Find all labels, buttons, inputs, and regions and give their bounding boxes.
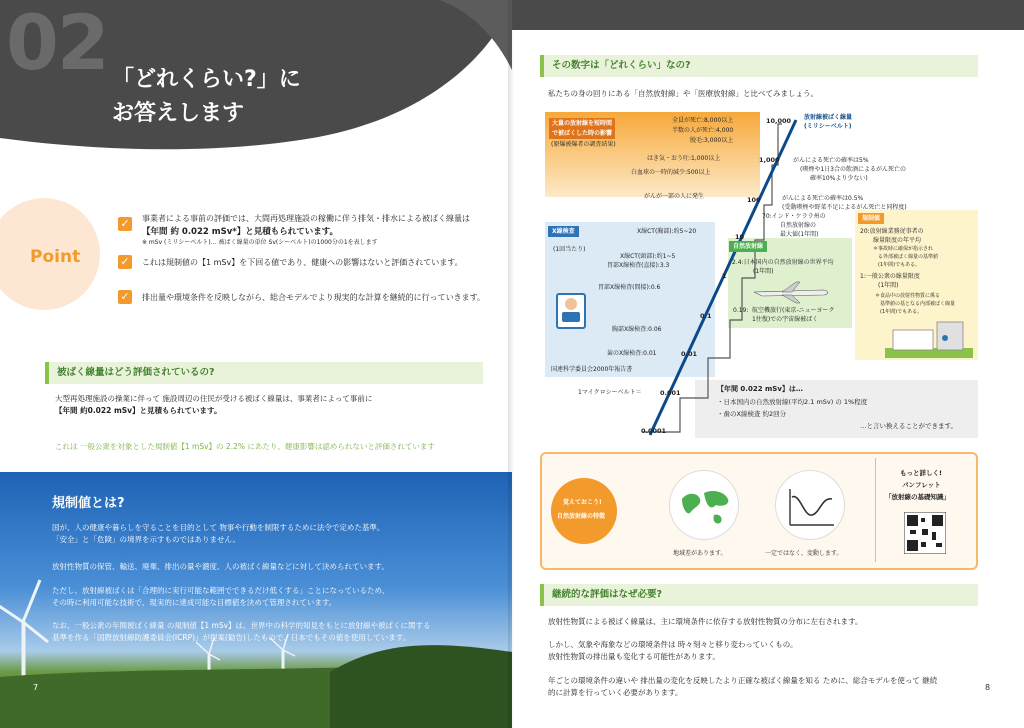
- more-line2: パンフレット: [902, 481, 941, 489]
- s2-p2b: 放射性物質の排出量も変化する可能性があります。: [548, 652, 720, 661]
- features-circle: [551, 478, 617, 544]
- regulation-p3b: その時に利用可能な技術で、現実的に達成可能な目標値を決めて管理されています。: [52, 598, 337, 607]
- flight-2: 航空機旅行(東京-ニューヨーク: [752, 307, 835, 314]
- cancer-1000-b: (喫煙や1日3合の飲酒によるがん死亡の: [800, 166, 906, 173]
- s2-p2a: しかし、気象や海象などの環境条件は 時々刻々と移り変わっていくもの。: [548, 640, 798, 649]
- point-1-line1: 事業者による事前の評価では、大間再処理施設の稼働に伴う排気・排水による被ばく線量は: [142, 214, 470, 223]
- acute-item: はき気・おう吐:1,000以上: [647, 155, 721, 162]
- airplane-icon: [752, 278, 832, 304]
- section1-body-line2: 【年間 約0.022 mSv】と見積もられています。: [55, 406, 222, 415]
- tick-10000: 10,000: [766, 117, 792, 125]
- features-circle-line1: 覚えておこう!: [563, 499, 602, 506]
- page-title-line1: 「どれくらい?」に: [112, 67, 301, 92]
- s2-p3b: 的に計算を行っていく必要があります。: [548, 688, 683, 697]
- features-circle-line2: 自然放射線の特徴: [557, 513, 606, 520]
- reg-20-b: 線量限度の年平均: [873, 237, 922, 244]
- regulation-p4a: なお、一般公衆の年間被ばく線量 の規制値【1 mSv】は、世界中の科学的知見をもとに放射線や被ばくに関する: [52, 621, 431, 630]
- xray-source: 国連科学委員会2000年報告書: [551, 366, 633, 373]
- cancer-100-b: (受動喫煙や野菜不足によるがん死亡と同程度): [782, 204, 907, 211]
- reg-title: 規制値: [858, 213, 884, 224]
- natural-1: 2.4:日本国内の自然放射線の世界平均: [732, 259, 834, 266]
- reg-1-d: 基準値の基となる内部被ばく線量: [880, 301, 956, 307]
- page-gutter: [508, 0, 514, 728]
- tick-0.1: 0.1: [700, 312, 712, 320]
- regulation-p3a: ただし、放射線被ばくは「合理的に実行可能な範囲でできるだけ低くする」ことになっているため、: [52, 586, 390, 595]
- scale-unit: (ミリシーベルト): [804, 123, 852, 130]
- regulation-title: 規制値とは?: [52, 496, 125, 511]
- compare-1: ・日本国内の自然放射線(平均2.1 mSv) の 1%程度: [717, 398, 868, 406]
- reg-1-b: (1年間): [878, 282, 899, 289]
- point-label: Point: [30, 247, 81, 267]
- page-title-line2: お答えします: [112, 101, 245, 126]
- natural-1b: (1年間): [753, 268, 774, 275]
- point-3: 排出量や環境条件を反映しながら、総合モデルでより現実的な計算を継続的に行っていきます。: [142, 293, 485, 302]
- acute-item: 白血球の一時的減少:500以上: [631, 169, 711, 176]
- section-heading: 被ばく線量はどう評価されているの?: [45, 362, 483, 384]
- regulation-p1b: 「安全」と「危険」の境界を示すものではありません。: [52, 535, 240, 544]
- tick-1000: 1,000: [759, 156, 780, 164]
- s2-p3a: 年ごとの環境条件の違いや 排出量の変化を反映したより正確な被ばく線量を知る ために、総合モデルを使って 継続: [548, 676, 938, 685]
- top-bar: [512, 0, 1024, 30]
- acute-note: (原爆被爆者の調査結果): [551, 141, 616, 148]
- qr-code-icon[interactable]: [904, 512, 946, 554]
- compare-2: ・歯のX線検査 約2回分: [717, 410, 787, 418]
- more-line3: 「放射線の基礎知識」: [885, 493, 950, 501]
- point-1-note: ※ mSv (ミリシーベルト)… 被ばく線量の単位 Sv(シーベルト)の1000分の1を表します: [142, 239, 378, 246]
- reg-20-d: る外部被ばく線量の基準値: [878, 254, 939, 260]
- reg-20-a: 20:放射線業務従事者の: [860, 228, 924, 235]
- tick-0.001: 0.001: [660, 389, 681, 397]
- xray-per: (1回当たり): [553, 246, 586, 253]
- xray-item: 胃部X線検査(直接):3.3: [607, 262, 670, 269]
- point-1-line2: 【年間 約 0.022 mSv*】と見積もられています。: [142, 227, 339, 237]
- wave-graph-icon: [775, 470, 845, 540]
- kerala-2: 自然放射線の: [780, 222, 817, 229]
- compare-title: 【年間 0.022 mSv】は…: [717, 385, 803, 393]
- facility-icon: [885, 318, 973, 358]
- xray-patient-icon: [556, 293, 586, 329]
- xray-item: X線CT(頭部):約1~5: [620, 253, 676, 260]
- reg-1-e: (1年間)でもある。: [880, 309, 923, 315]
- reg-20-c: ＊事故時に確保が指示され: [873, 246, 934, 252]
- section-heading: その数字は「どれくらい」なの?: [540, 55, 978, 77]
- xray-item: X線CT(胸部):約5~20: [637, 228, 697, 235]
- section-heading: 継続的な評価はなぜ必要?: [540, 584, 978, 606]
- checkbox-icon: ✓: [118, 255, 132, 269]
- acute-title-line1: 大量の放射線を短時間: [549, 118, 615, 129]
- acute-title-line2: で被ばくした時の影響: [549, 128, 615, 139]
- tick-100: 100: [747, 196, 761, 204]
- kerala-3: 最大値(1年間): [780, 231, 819, 238]
- scale-title: 放射線被ばく線量: [804, 114, 853, 121]
- compare-3: …と言い換えることができます。: [860, 422, 957, 430]
- regulation-p2: 放射性物質の保管、輸送、廃棄、排出の量や濃度、人の被ばく線量などに対して決められています。: [52, 562, 389, 571]
- flight-3: 1往復)での宇宙線被ばく: [752, 316, 819, 323]
- section1-body-line1: 大型再処理施設の操業に伴って 施設周辺の住民が受ける被ばく線量は、事業者によって事前に: [55, 394, 373, 403]
- section1-highlight: これは 一般公衆を対象とした規制値【1 mSv】の 2.2% にあたり、健康影響は認められないと評価されています: [55, 442, 435, 451]
- world-map-icon: [669, 470, 739, 540]
- section-number: 02: [6, 0, 108, 87]
- more-line1: もっと詳しく!: [900, 469, 942, 477]
- tick-0.0001: 0.0001: [641, 427, 667, 435]
- page-number-left: 7: [33, 683, 39, 692]
- xray-item: 歯のX線検査:0.01: [607, 350, 657, 357]
- kerala-1: 70:インド・ケララ州の: [762, 213, 826, 220]
- xray-item: 胸部X線検査:0.06: [612, 326, 662, 333]
- cancer-1000-c: 確率10%より少ない): [810, 175, 868, 182]
- map-caption: 地域差があります。: [673, 550, 727, 557]
- page-number-right: 8: [985, 683, 991, 692]
- xray-item: 胃部X線検査(間接):0.6: [598, 284, 661, 291]
- tick-1: 1: [722, 272, 727, 280]
- checkbox-icon: ✓: [118, 217, 132, 231]
- microsievert-label: 1マイクロシーベルト＝: [578, 389, 642, 396]
- intro-text: 私たちの身の回りにある「自然放射線」や「医療放射線」と比べてみましょう。: [548, 89, 818, 98]
- cancer-100-a: がんによる死亡の確率は0.5%: [782, 195, 864, 202]
- reg-20-e: (1年間)でもある。: [878, 262, 921, 268]
- point-2: これは規制値の【1 mSv】を下回る値であり、健康への影響はないと評価されています。: [142, 258, 463, 267]
- tick-0.01: 0.01: [681, 350, 698, 358]
- cancer-1000-a: がんによる死亡の確率は5%: [793, 157, 869, 164]
- natural-title: 自然放射線: [729, 241, 767, 252]
- acute-item: 半数の人が死亡:4,000: [672, 127, 734, 134]
- reg-1-c: ＊食品中の放射性物質に係る: [875, 293, 941, 299]
- xray-title: X線検査: [548, 226, 579, 237]
- acute-item: 全員が死亡:8,000以上: [672, 117, 734, 124]
- acute-item: がんが一部の人に発生: [644, 193, 705, 200]
- tick-10: 10: [735, 233, 745, 241]
- reg-1-a: 1:一般公衆の線量限度: [860, 273, 920, 280]
- regulation-p1a: 国が、人の健康や暮らしを守ることを目的として 物事や行動を制限するために法令で定めた基準。: [52, 523, 385, 532]
- regulation-p4b: 基準を作る「国際放射線防護委員会(ICRP)」が提案(勧告)したもので、日本でもその値を使用しています。: [52, 633, 411, 642]
- flight-1: 0.19:: [733, 307, 749, 314]
- checkbox-icon: ✓: [118, 290, 132, 304]
- acute-item: 脱毛:3,000以上: [690, 137, 734, 144]
- wave-caption: 一定ではなく、変動します。: [765, 550, 843, 557]
- s2-p1: 放射性物質による被ばく線量は、主に環境条件に依存する放射性物質の分布に左右されます。: [548, 617, 863, 626]
- divider: [875, 458, 876, 562]
